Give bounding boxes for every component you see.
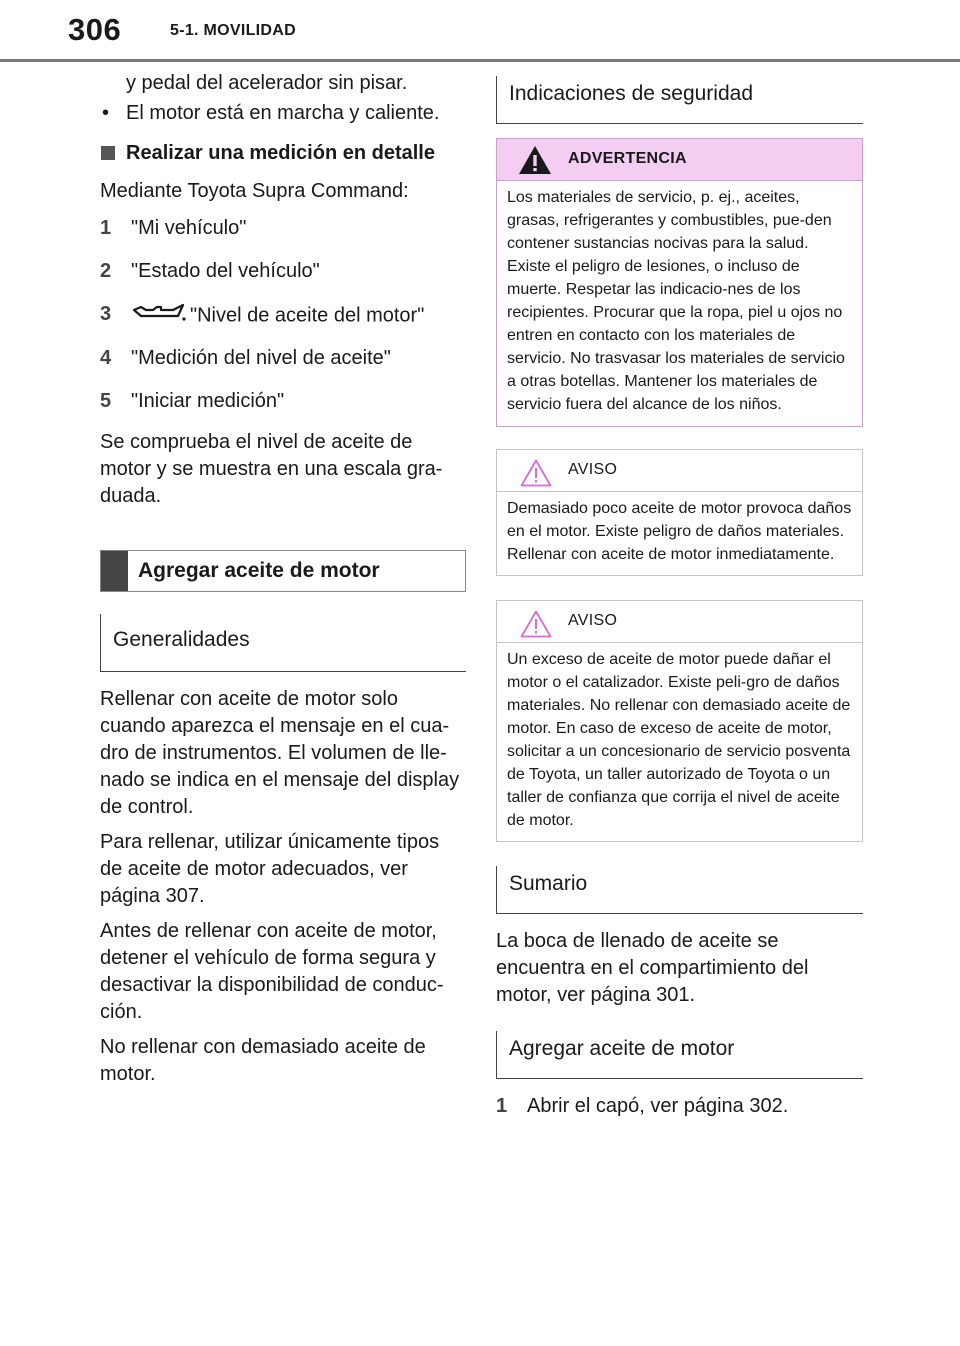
section-header-add-oil	[100, 550, 466, 592]
step-number: 1	[100, 217, 112, 239]
paragraph: No rellenar con demasiado aceite de motor.	[100, 1036, 426, 1085]
notice-header	[497, 450, 862, 492]
page-number: 306	[68, 12, 122, 47]
result-text: Se comprueba el nivel de aceite de motor y se muestra en una escala gra-duada.	[100, 431, 443, 507]
section-header-text: Agregar aceite de motor	[138, 559, 380, 582]
step-number: 4	[100, 347, 112, 369]
notice-text: Un exceso de aceite de motor puede dañar el motor o el catalizador. Existe peli-gro de daños materiales. No rellenar con demasiado aceite de motor. En caso de exceso de aceite de motor, solicitar a un concesionario de servicio posventa de Toyota, un taller autorizado de Toyota o un taller de confianza que corrija el nivel de aceite de motor.	[507, 651, 851, 829]
subsection-header-sumario	[496, 866, 863, 914]
caution-triangle-icon	[520, 610, 552, 643]
paragraph: Antes de rellenar con aceite de motor, detener el vehículo de forma segura y desactivar la disponibilidad de conduc-ción.	[100, 920, 444, 1023]
oil-can-icon	[131, 301, 187, 331]
warning-triangle-icon	[518, 145, 552, 180]
warning-text: Los materiales de servicio, p. ej., aceites, grasas, refrigerantes y combustibles, pue-den contener sustancias nocivas para la salud. Existe el peligro de lesiones, o incluso de muerte. Respetar las indicacio-nes de los recipientes. Procurar que la ropa, piel u ojos no entren en contacto con los materiales de servicio. No trasvasar los materiales de servicio a otras botellas. Mantener los materiales de servicio fuera del alcance de los niños.	[507, 189, 845, 413]
step-number: 2	[100, 260, 112, 282]
step-3	[100, 301, 466, 331]
step-text: Abrir el capó, ver página 302.	[527, 1095, 789, 1117]
step-4	[100, 345, 466, 372]
intro-text: Mediante Toyota Supra Command:	[100, 180, 409, 202]
step-5	[100, 388, 466, 415]
subsection-header-text: Indicaciones de seguridad	[509, 82, 754, 105]
step-number: 5	[100, 390, 112, 412]
subheading-detailed-measurement: Realizar una medición en detalle	[100, 140, 466, 167]
notice-label: AVISO	[568, 461, 618, 478]
right-column	[496, 76, 863, 1132]
notice-label: AVISO	[568, 612, 618, 629]
subsection-header-generalidades	[100, 614, 466, 672]
warning-label: ADVERTENCIA	[568, 150, 687, 167]
bullet-item: • El motor está en marcha y caliente.	[100, 100, 466, 127]
step-1	[496, 1093, 863, 1120]
notice-text: Demasiado poco aceite de motor provoca daños en el motor. Existe peligro de daños materiales. Rellenar con aceite de motor inmediatamente.	[507, 500, 852, 563]
notice-box	[496, 449, 863, 576]
subsection-header-add-oil	[496, 1031, 863, 1079]
step-text: "Mi vehículo"	[131, 217, 247, 239]
subsection-header-safety	[496, 76, 863, 124]
page-header	[0, 0, 960, 62]
paragraph: Rellenar con aceite de motor solo cuando aparezca el mensaje en el cua-dro de instrumentos. El volumen de lle-nado se indica en el mensaje del display de control.	[100, 688, 460, 818]
section-title: 5-1. MOVILIDAD	[170, 22, 296, 39]
warning-header	[497, 139, 862, 181]
left-column	[100, 70, 466, 1096]
step-text: "Iniciar medición"	[131, 390, 285, 412]
section-header-bar	[101, 551, 128, 591]
subsection-header-text: Agregar aceite de motor	[509, 1037, 735, 1060]
subsection-header-text: Sumario	[509, 872, 588, 895]
step-2	[100, 258, 466, 285]
header-divider	[0, 59, 960, 62]
notice-box	[496, 600, 863, 842]
continued-line: y pedal del acelerador sin pisar.	[126, 72, 408, 94]
step-text: "Nivel de aceite del motor"	[190, 304, 425, 327]
step-1	[100, 215, 466, 242]
step-text: "Estado del vehículo"	[131, 260, 320, 282]
step-number: 3	[100, 303, 112, 325]
notice-header	[497, 601, 862, 643]
caution-triangle-icon	[520, 459, 552, 492]
step-number: 1	[496, 1095, 508, 1117]
step-text: "Medición del nivel de aceite"	[131, 347, 391, 369]
summary-text: La boca de llenado de aceite se encuentra en el compartimiento del motor, ver página 301.	[496, 930, 809, 1006]
paragraph: Para rellenar, utilizar únicamente tipos de aceite de motor adecuados, ver página 307.	[100, 831, 440, 907]
warning-box	[496, 138, 863, 427]
subsection-header-text: Generalidades	[113, 628, 250, 651]
